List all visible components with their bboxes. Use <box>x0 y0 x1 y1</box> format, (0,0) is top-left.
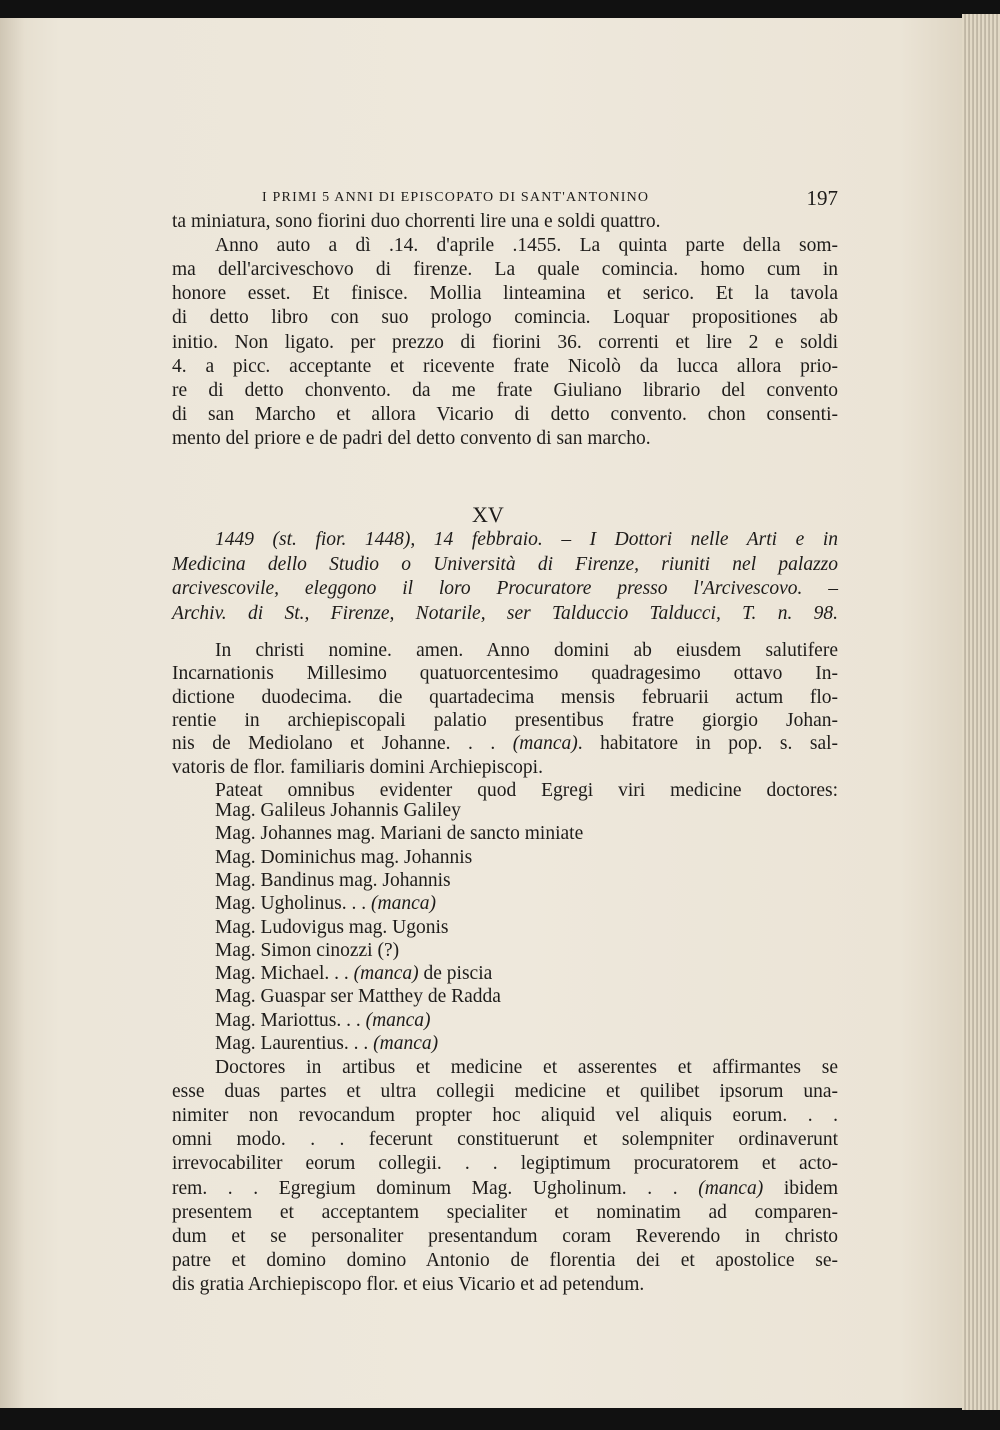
text-line: rem. . . Egregium dominum Mag. Ugholinum. . . (manca) ibidem <box>172 1177 838 1199</box>
list-item: Mag. Guaspar ser Matthey de Radda <box>215 986 501 1008</box>
list-item: Mag. Simon cinozzi (?) <box>215 939 400 961</box>
list-item: Mag. Ludovigus mag. Ugonis <box>215 916 449 938</box>
editorial-note: (manca) <box>371 893 436 915</box>
list-item: Mag. Laurentius. . . (manca) <box>215 1033 439 1054</box>
list-item: Mag. Michael. . . (manca) de piscia <box>215 963 493 985</box>
list-item: Mag. Johannes mag. Mariani de sancto miniate <box>215 823 584 845</box>
page-edges <box>962 14 1000 1410</box>
text-line: Pateat omnibus evidenter quod Egregi viri medicine doctores: <box>215 779 838 801</box>
text-line: dum et se personaliter presentandum coram Reverendo in christo <box>172 1225 838 1247</box>
text-line: 4. a picc. acceptante et ricevente frate Nicolò da lucca allora prio- <box>172 355 838 377</box>
text-line: nimiter non revocandum propter hoc aliquid vel aliquis eorum. . . <box>172 1105 838 1127</box>
text-line: In christi nomine. amen. Anno domini ab eiusdem salutifere <box>215 640 838 661</box>
list-item: Mag. Bandinus mag. Johannis <box>215 869 451 891</box>
running-title: I PRIMI 5 ANNI DI EPISCOPATO DI SANT'ANTONINO <box>262 190 650 205</box>
text-line: ma dell'arciveschovo di firenze. La quale comincia. homo cum in <box>172 259 838 281</box>
text-line: re di detto chonvento. da me frate Giuliano librario del convento <box>172 379 838 401</box>
list-item: Mag. Ugholinus. . . (manca) <box>215 893 436 915</box>
text-line: 1449 (st. fior. 1448), 14 febbraio. – I Dottori nelle Arti e in <box>215 529 838 550</box>
editorial-note: (manca) <box>698 1177 764 1199</box>
editorial-note: (manca) <box>365 1009 431 1031</box>
text-line: di san Marcho et allora Vicario di detto convento. chon consenti- <box>172 403 838 425</box>
text-line: Anno auto a dì .14. d'aprile .1455. La quinta parte della som- <box>215 235 838 257</box>
text-line: esse duas partes et ultra collegii medicine et quilibet ipsorum una- <box>172 1081 838 1103</box>
editorial-note: (manca) <box>353 963 419 985</box>
running-header <box>262 188 838 212</box>
text-line: Doctores in artibus et medicine et asserentes et affirmantes se <box>215 1057 838 1078</box>
text-line: mento del priore e de padri del detto convento di san marcho. <box>172 427 651 449</box>
text-line: rentie in archiepiscopali palatio presentibus fratre giorgio Johan- <box>172 709 838 731</box>
text-line: dictione duodecima. die quartadecima mensis februarii actum flo- <box>172 686 838 708</box>
editorial-note: (manca) <box>512 733 578 755</box>
text-line: Medicina dello Studio o Università di Firenze, riuniti nel palazzo <box>172 553 838 575</box>
page-number: 197 <box>806 186 838 210</box>
book-page <box>0 18 968 1408</box>
text-line: arcivescovile, eleggono il loro Procuratore presso l'Arcivescovo. – <box>172 578 838 600</box>
text-line: patre et domino domino Antonio de florentia dei et apostolice se- <box>172 1249 838 1271</box>
text-line: vatoris de flor. familiaris domini Archiepiscopi. <box>172 756 543 778</box>
list-item: Mag. Mariottus. . . (manca) <box>215 1009 431 1031</box>
text-line: presentem et acceptantem specialiter et nominatim ad comparen- <box>172 1201 838 1223</box>
text-line: irrevocabiliter eorum collegii. . . legiptimum procuratorem et acto- <box>172 1153 838 1175</box>
text-line: dis gratia Archiepiscopo flor. et eius Vicario et ad petendum. <box>172 1273 645 1295</box>
text-line: Archiv. di St., Firenze, Notarile, ser Talduccio Talducci, T. n. 98. <box>172 602 838 624</box>
text-line: initio. Non ligato. per prezzo di fiorini 36. correnti et lire 2 e soldi <box>172 331 838 353</box>
text-line: honore esset. Et finisce. Mollia linteamina et serico. Et la tavola <box>172 283 838 305</box>
editorial-note: (manca) <box>373 1033 439 1054</box>
section-numeral: XV <box>472 502 504 527</box>
text-line: Incarnationis Millesimo quatuorcentesimo quadragesimo ottavo In- <box>172 663 838 685</box>
text-line: ta miniatura, sono fiorini duo chorrenti lire una e soldi quattro. <box>172 211 661 232</box>
text-line: omni modo. . . fecerunt constituerunt et solempniter ordinaverunt <box>172 1129 838 1151</box>
text-line: di detto libro con suo prologo comincia. Loquar propositiones ab <box>172 307 838 329</box>
list-item: Mag. Dominichus mag. Johannis <box>215 846 473 868</box>
text-line: nis de Mediolano et Johanne. . . (manca). habitatore in pop. s. sal- <box>172 733 839 755</box>
list-item: Mag. Galileus Johannis Galiley <box>215 800 461 821</box>
